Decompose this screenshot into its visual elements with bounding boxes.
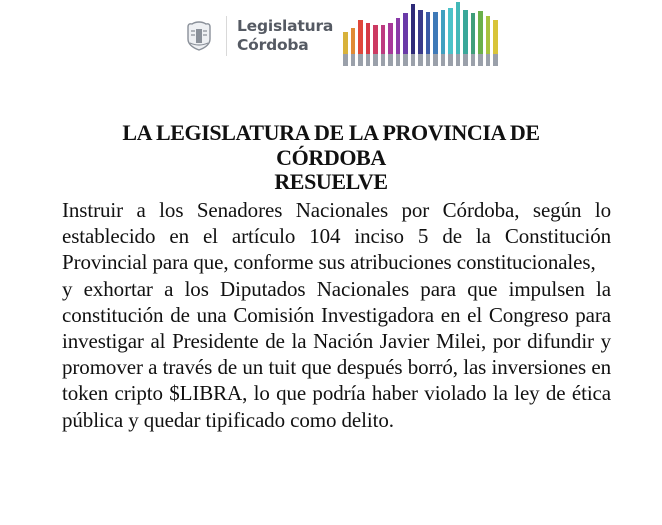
logo-bar-color — [448, 8, 453, 54]
logo-bar-base — [403, 54, 408, 66]
resolution-paragraph-1: Instruir a los Senadores Nacionales por Córdoba, según lo establecido en el artículo 104 inciso 5 de la Constitución Provincial para que, conforme sus atribuciones constitucionales, — [62, 198, 611, 275]
logo-bar-base — [426, 54, 431, 66]
logo-bar-color — [441, 10, 446, 54]
logo-bar — [381, 25, 386, 66]
logo-bar — [396, 18, 401, 66]
logo-bar — [433, 12, 438, 66]
logo-bar — [486, 16, 491, 66]
logo-bar-base — [418, 54, 423, 66]
logo-bar-base — [411, 54, 416, 66]
logo-bar-color — [418, 10, 423, 54]
logo-bar-color — [411, 4, 416, 54]
logo-bar-color — [493, 20, 498, 54]
document-heading — [0, 121, 662, 195]
logo-bar-color — [486, 16, 491, 54]
logo-bar-base — [441, 54, 446, 66]
logo-bar-color — [456, 2, 461, 54]
logo-bar — [403, 13, 408, 66]
logo-bar-base — [433, 54, 438, 66]
logo-bar-base — [486, 54, 491, 66]
logo-bar-base — [448, 54, 453, 66]
logo-bar — [388, 23, 393, 66]
logo-line-2: Córdoba — [237, 36, 309, 54]
logo-bar — [351, 28, 356, 66]
logo-bar-base — [343, 54, 348, 66]
logo-bar-color — [396, 18, 401, 54]
logo-bar-color — [426, 12, 431, 54]
logo-bar-color — [433, 12, 438, 54]
logo-bar — [426, 12, 431, 66]
logo-bar-base — [396, 54, 401, 66]
logo-bar-color — [366, 23, 371, 54]
logo-bar-color — [373, 25, 378, 54]
resolution-body — [62, 197, 611, 433]
logo-bar-base — [471, 54, 476, 66]
logo-bar — [411, 4, 416, 66]
logo-bar-color — [343, 32, 348, 54]
legislatura-cordoba-logo — [186, 4, 498, 68]
heading-line-1: LA LEGISLATURA DE LA PROVINCIA DE — [122, 120, 540, 145]
logo-color-bars-icon — [343, 6, 498, 66]
logo-bar — [418, 10, 423, 66]
logo-bar-base — [478, 54, 483, 66]
logo-bar — [373, 25, 378, 66]
logo-bar-base — [351, 54, 356, 66]
logo-bar-base — [373, 54, 378, 66]
logo-bar — [471, 13, 476, 66]
provincial-shield-icon — [186, 21, 212, 51]
logo-bar-base — [381, 54, 386, 66]
logo-bar-color — [388, 23, 393, 54]
logo-bar — [456, 2, 461, 66]
logo-bar-base — [456, 54, 461, 66]
logo-bar — [448, 8, 453, 66]
logo-bar — [366, 23, 371, 66]
heading-resuelve: RESUELVE — [274, 169, 388, 194]
logo-bar-base — [388, 54, 393, 66]
logo-line-1: Legislatura — [237, 17, 334, 35]
logo-bar-color — [478, 11, 483, 54]
logo-bar-base — [358, 54, 363, 66]
resolution-paragraph-2: y exhortar a los Diputados Nacionales para que impulsen la constitución de una Comisión Investigadora en el Congreso para investigar al Presidente de la Nación Javier Milei, por difundir y promover a través de un tuit que después borró, las inversiones en token cripto $LIBRA, lo que podría haber violado la ley de ética pública y quedar tipificado como delito. — [62, 276, 611, 432]
logo-bar-color — [403, 13, 408, 54]
logo-bar-base — [366, 54, 371, 66]
logo-bar-color — [463, 10, 468, 54]
logo-bar — [478, 11, 483, 66]
logo-bar-color — [358, 20, 363, 54]
logo-bar-color — [471, 13, 476, 54]
logo-bar-color — [351, 28, 356, 54]
logo-bar-base — [493, 54, 498, 66]
logo-bar — [441, 10, 446, 66]
logo-wordmark — [237, 17, 333, 55]
logo-bar — [463, 10, 468, 66]
logo-bar — [493, 20, 498, 66]
logo-bar-color — [381, 25, 386, 54]
logo-divider — [226, 16, 227, 56]
logo-bar-base — [463, 54, 468, 66]
heading-line-2: CÓRDOBA — [276, 144, 386, 170]
logo-bar — [358, 20, 363, 66]
logo-bar — [343, 32, 348, 66]
